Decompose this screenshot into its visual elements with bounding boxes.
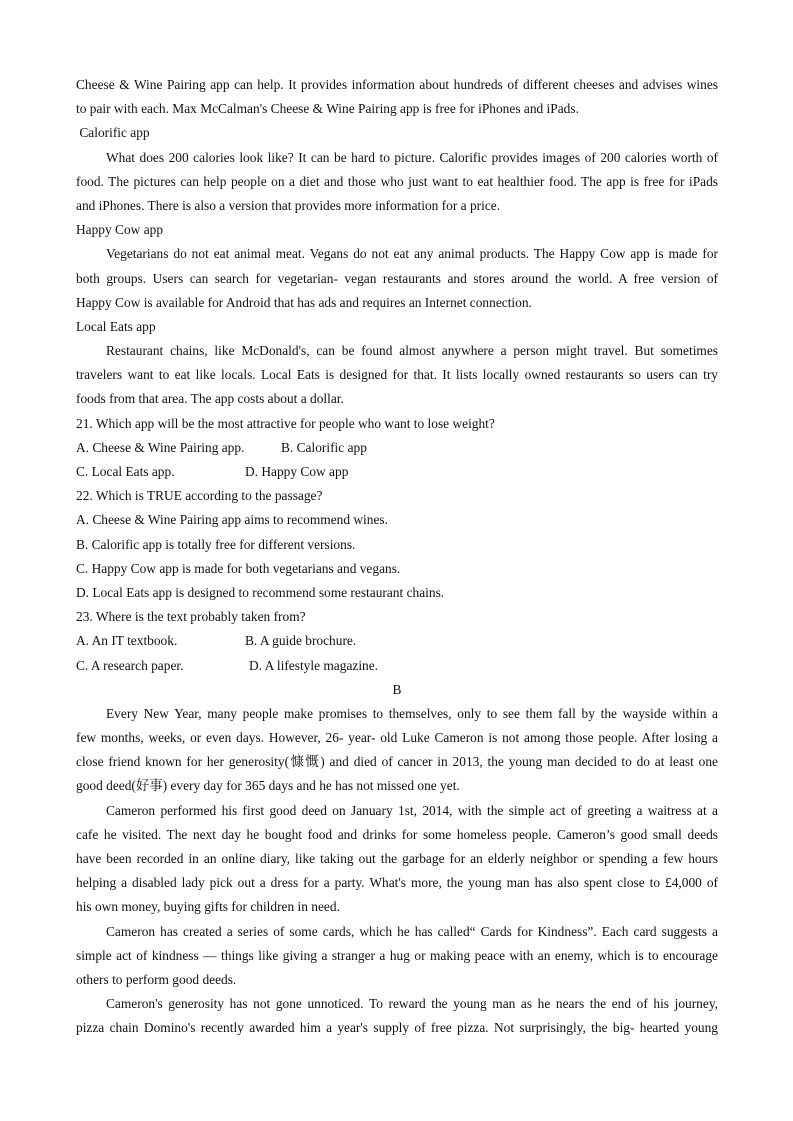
passage-b-text-line: helping a disabled lady pick out a dress for a party. What's more, the young man has also spent close to £4,000 of <box>76 875 718 891</box>
localeats-heading: Local Eats app <box>76 318 156 334</box>
cheese-wine-text-line: to pair with each. Max McCalman's Cheese & Wine Pairing app is free for iPhones and iPads. <box>76 101 579 117</box>
question-22-option-d: D. Local Eats app is designed to recommend some restaurant chains. <box>76 584 445 600</box>
question-22-option-c: C. Happy Cow app is made for both vegetarians and vegans. <box>76 560 401 576</box>
happycow-text-line: both groups. Users can search for vegetarian- vegan restaurants and stores around the world. A free version of <box>76 270 718 286</box>
passage-b-text-line: Every New Year, many people make promises to themselves, only to see them fall by the wayside within a <box>106 705 718 721</box>
calorific-heading: Calorific app <box>76 125 150 141</box>
question-21-option-d: D. Happy Cow app <box>245 464 349 479</box>
passage-b-text-line: few months, weeks, or even days. However, 26- year- old Luke Cameron is not among those people. After losing a <box>76 730 718 746</box>
passage-b-text-line: Cameron performed his first good deed on January 1st, 2014, with the simple act of greeting a waitress at a <box>106 802 718 818</box>
question-22-option-b: B. Calorific app is totally free for different versions. <box>76 536 356 552</box>
question-21-option-c: C. Local Eats app. <box>76 464 175 479</box>
document-page <box>76 73 718 1041</box>
question-21-options-row-2 <box>76 460 718 484</box>
cheese-wine-text-line: Cheese & Wine Pairing app can help. It provides information about hundreds of different cheeses and advises wines <box>76 77 718 92</box>
passage-b-text-line: good deed(好事) every day for 365 days and he has not missed one yet. <box>76 778 460 794</box>
question-21-stem: 21. Which app will be the most attractive for people who want to lose weight? <box>76 415 495 431</box>
question-23-option-b: B. A guide brochure. <box>245 633 357 649</box>
localeats-text-line: Restaurant chains, like McDonald's, can be found almost anywhere a person might travel. But sometimes <box>106 343 718 359</box>
question-23-option-a: A. An IT textbook. <box>76 633 178 649</box>
question-21-option-b: B. Calorific app <box>281 439 367 455</box>
passage-b-text-line: pizza chain Domino's recently awarded him a year's supply of free pizza. Not surprisingly, the big- hearted young <box>76 1020 718 1036</box>
passage-b-text-line: others to perform good deeds. <box>76 971 237 987</box>
question-22-option-a: A. Cheese & Wine Pairing app aims to recommend wines. <box>76 512 388 528</box>
section-b-label: B <box>392 681 402 697</box>
passage-b-text-line: have been recorded in an online diary, like taking out the garbage for an elderly neighbor or spending a few hours <box>76 851 718 866</box>
question-23-option-c: C. A research paper. <box>76 657 184 673</box>
question-23-options-row-2 <box>76 654 718 678</box>
passage-b-text-line: close friend known for her generosity(慷慨) and died of cancer in 2013, the young man decided to do at least one <box>76 754 718 770</box>
passage-b-text-line: his own money, buying gifts for children in need. <box>76 899 340 915</box>
happycow-heading: Happy Cow app <box>76 222 164 238</box>
question-21-options-row-1 <box>76 436 718 460</box>
question-21-option-a: A. Cheese & Wine Pairing app. <box>76 439 245 455</box>
calorific-text-line: and iPhones. There is also a version that provides more information for a price. <box>76 197 501 213</box>
calorific-text-line: food. The pictures can help people on a diet and those who just want to eat healthier food. The app is free for iPads <box>76 173 718 189</box>
question-23-option-d: D. A lifestyle magazine. <box>249 657 379 673</box>
passage-b-text-line: simple act of kindness — things like giving a stranger a hug or making peace with an enemy, which is to encourage <box>76 947 718 963</box>
passage-b-text-line: Cameron's generosity has not gone unnoticed. To reward the young man as he nears the end of his journey, <box>106 996 718 1012</box>
happycow-text-line: Vegetarians do not eat animal meat. Vegans do not eat any animal products. The Happy Cow app is made for <box>106 246 718 262</box>
passage-b-text-line: Cameron has created a series of some cards, which he has called“ Cards for Kindness”. Each card suggests a <box>106 923 718 939</box>
question-22-stem: 22. Which is TRUE according to the passage? <box>76 488 323 504</box>
localeats-text-line: foods from that area. The app costs about a dollar. <box>76 391 344 407</box>
happycow-text-line: Happy Cow is available for Android that has ads and requires an Internet connection. <box>76 294 532 310</box>
question-23-options-row-1 <box>76 629 718 653</box>
calorific-text-line: What does 200 calories look like? It can be hard to picture. Calorific provides images of 200 calories worth of <box>106 149 718 165</box>
question-23-stem: 23. Where is the text probably taken from? <box>76 609 306 625</box>
passage-b-text-line: cafe he visited. The next day he bought food and drinks for some homeless people. Cameron’s good small deeds <box>76 826 718 842</box>
localeats-text-line: travelers want to eat like locals. Local Eats is designed for that. It lists locally owned restaurants so users can try <box>76 367 718 383</box>
